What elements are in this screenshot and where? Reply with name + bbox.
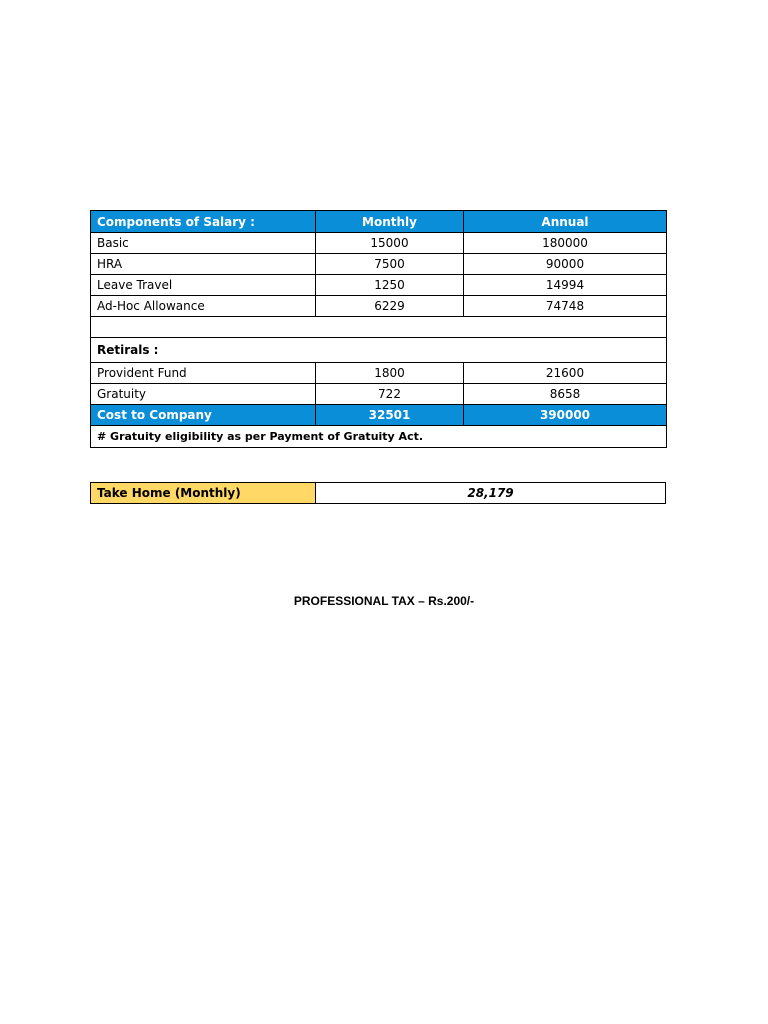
component-label: Basic xyxy=(91,233,316,254)
components-header: Components of Salary : xyxy=(91,211,316,233)
component-monthly: 1250 xyxy=(316,275,464,296)
component-monthly: 15000 xyxy=(316,233,464,254)
blank-cell xyxy=(91,317,667,338)
table-row xyxy=(91,384,667,405)
component-label: Ad-Hoc Allowance xyxy=(91,296,316,317)
table-row xyxy=(91,254,667,275)
component-annual: 180000 xyxy=(464,233,667,254)
salary-components-table xyxy=(90,210,667,448)
retiral-annual: 8658 xyxy=(464,384,667,405)
table-row xyxy=(91,363,667,384)
gratuity-note-row xyxy=(91,426,667,448)
table-row xyxy=(91,233,667,254)
component-annual: 74748 xyxy=(464,296,667,317)
retiral-annual: 21600 xyxy=(464,363,667,384)
retiral-monthly: 722 xyxy=(316,384,464,405)
retirals-heading: Retirals : xyxy=(91,338,667,363)
component-label: HRA xyxy=(91,254,316,275)
component-annual: 14994 xyxy=(464,275,667,296)
ctc-label: Cost to Company xyxy=(91,405,316,426)
component-monthly: 6229 xyxy=(316,296,464,317)
gratuity-note: # Gratuity eligibility as per Payment of Gratuity Act. xyxy=(91,426,667,448)
take-home-row xyxy=(91,483,666,504)
component-annual: 90000 xyxy=(464,254,667,275)
take-home-value: 28,179 xyxy=(316,483,666,504)
retirals-heading-row xyxy=(91,338,667,363)
annual-header: Annual xyxy=(464,211,667,233)
retiral-label: Gratuity xyxy=(91,384,316,405)
take-home-label: Take Home (Monthly) xyxy=(91,483,316,504)
ctc-monthly: 32501 xyxy=(316,405,464,426)
retiral-monthly: 1800 xyxy=(316,363,464,384)
table-header-row xyxy=(91,211,667,233)
component-monthly: 7500 xyxy=(316,254,464,275)
take-home-table xyxy=(90,482,666,504)
monthly-header: Monthly xyxy=(316,211,464,233)
ctc-annual: 390000 xyxy=(464,405,667,426)
component-label: Leave Travel xyxy=(91,275,316,296)
professional-tax-note: PROFESSIONAL TAX – Rs.200/- xyxy=(293,594,475,608)
table-row xyxy=(91,275,667,296)
blank-row xyxy=(91,317,667,338)
retiral-label: Provident Fund xyxy=(91,363,316,384)
table-row xyxy=(91,296,667,317)
cost-to-company-row xyxy=(91,405,667,426)
